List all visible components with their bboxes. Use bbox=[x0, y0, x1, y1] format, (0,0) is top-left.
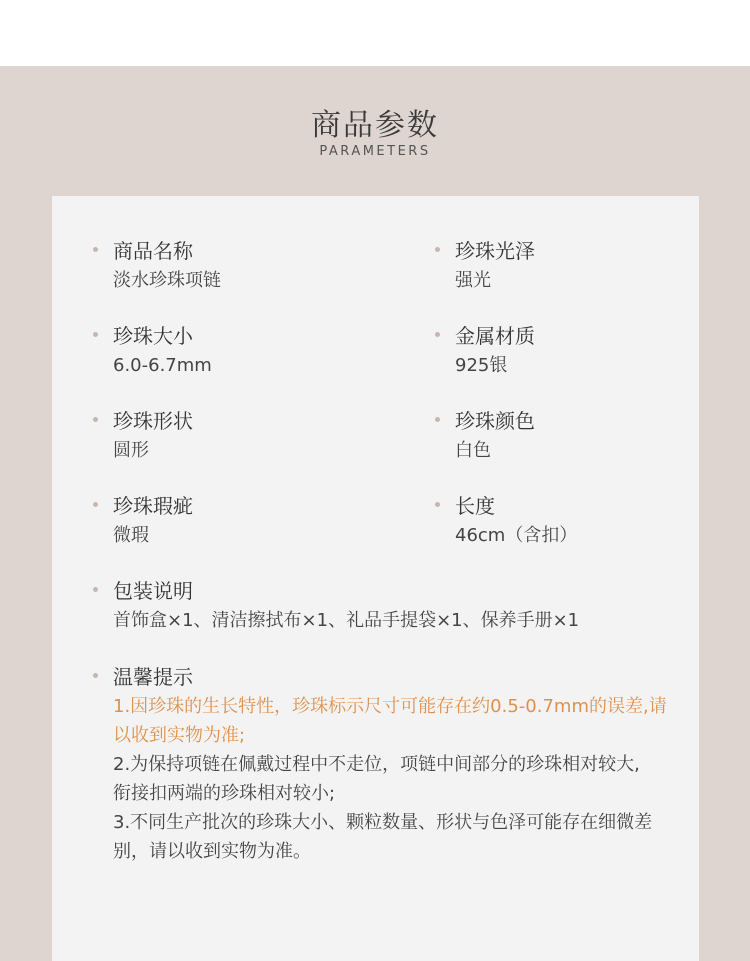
tip-line: 别，请以收到实物为准。 bbox=[113, 841, 311, 862]
param-value: 微瑕 bbox=[113, 525, 149, 546]
packaging-value: 首饰盒×1、清洁擦拭布×1、礼品手提袋×1、保养手册×1 bbox=[113, 610, 580, 631]
bullet-dot bbox=[93, 502, 98, 507]
parameters-card bbox=[52, 196, 699, 961]
param-item-metal bbox=[455, 323, 535, 380]
param-label: 金属材质 bbox=[455, 324, 535, 348]
param-item-shape bbox=[113, 408, 193, 465]
bullet-dot bbox=[435, 417, 440, 422]
packaging-label: 包装说明 bbox=[113, 579, 193, 603]
bullet-dot bbox=[435, 332, 440, 337]
param-value: 46cm（含扣） bbox=[455, 525, 578, 546]
bullet-dot bbox=[93, 247, 98, 252]
packaging-item bbox=[113, 578, 579, 635]
param-label: 商品名称 bbox=[113, 239, 193, 263]
param-label: 珍珠形状 bbox=[113, 409, 193, 433]
tips-label: 温馨提示 bbox=[113, 665, 193, 689]
tip-line: 衔接扣两端的珍珠相对较小; bbox=[113, 783, 336, 804]
bullet-dot bbox=[435, 502, 440, 507]
param-value: 淡水珍珠项链 bbox=[113, 270, 221, 291]
section-title: 商品参数 bbox=[311, 108, 439, 143]
param-item-flaw bbox=[113, 493, 193, 550]
param-value: 白色 bbox=[455, 440, 491, 461]
param-value: 圆形 bbox=[113, 440, 149, 461]
param-value: 925银 bbox=[455, 355, 508, 376]
param-value: 6.0-6.7mm bbox=[113, 355, 212, 376]
param-item-length bbox=[455, 493, 577, 550]
tip-line: 以收到实物为准; bbox=[113, 725, 246, 746]
param-label: 长度 bbox=[455, 494, 495, 518]
tip-line: 3.不同生产批次的珍珠大小、颗粒数量、形状与色泽可能存在细微差 bbox=[113, 812, 653, 833]
param-label: 珍珠瑕疵 bbox=[113, 494, 193, 518]
param-item-luster bbox=[455, 238, 535, 295]
tip-line: 2.为保持项链在佩戴过程中不走位，项链中间部分的珍珠相对较大, bbox=[113, 754, 640, 775]
bullet-dot bbox=[93, 587, 98, 592]
param-label: 珍珠大小 bbox=[113, 324, 193, 348]
bullet-dot bbox=[93, 673, 98, 678]
param-item-size bbox=[113, 323, 212, 380]
bullet-dot bbox=[93, 417, 98, 422]
bullet-dot bbox=[435, 247, 440, 252]
param-label: 珍珠光泽 bbox=[455, 239, 535, 263]
param-item-name bbox=[113, 238, 221, 295]
top-strip bbox=[0, 0, 750, 66]
section-subtitle: PARAMETERS bbox=[319, 144, 431, 159]
param-item-color bbox=[455, 408, 535, 465]
tip-line: 1.因珍珠的生长特性，珍珠标示尺寸可能存在约0.5-0.7mm的误差,请 bbox=[113, 696, 667, 717]
param-label: 珍珠颜色 bbox=[455, 409, 535, 433]
tips-text bbox=[113, 692, 667, 866]
tips-item bbox=[113, 664, 667, 866]
param-value: 强光 bbox=[455, 270, 491, 291]
bullet-dot bbox=[93, 332, 98, 337]
